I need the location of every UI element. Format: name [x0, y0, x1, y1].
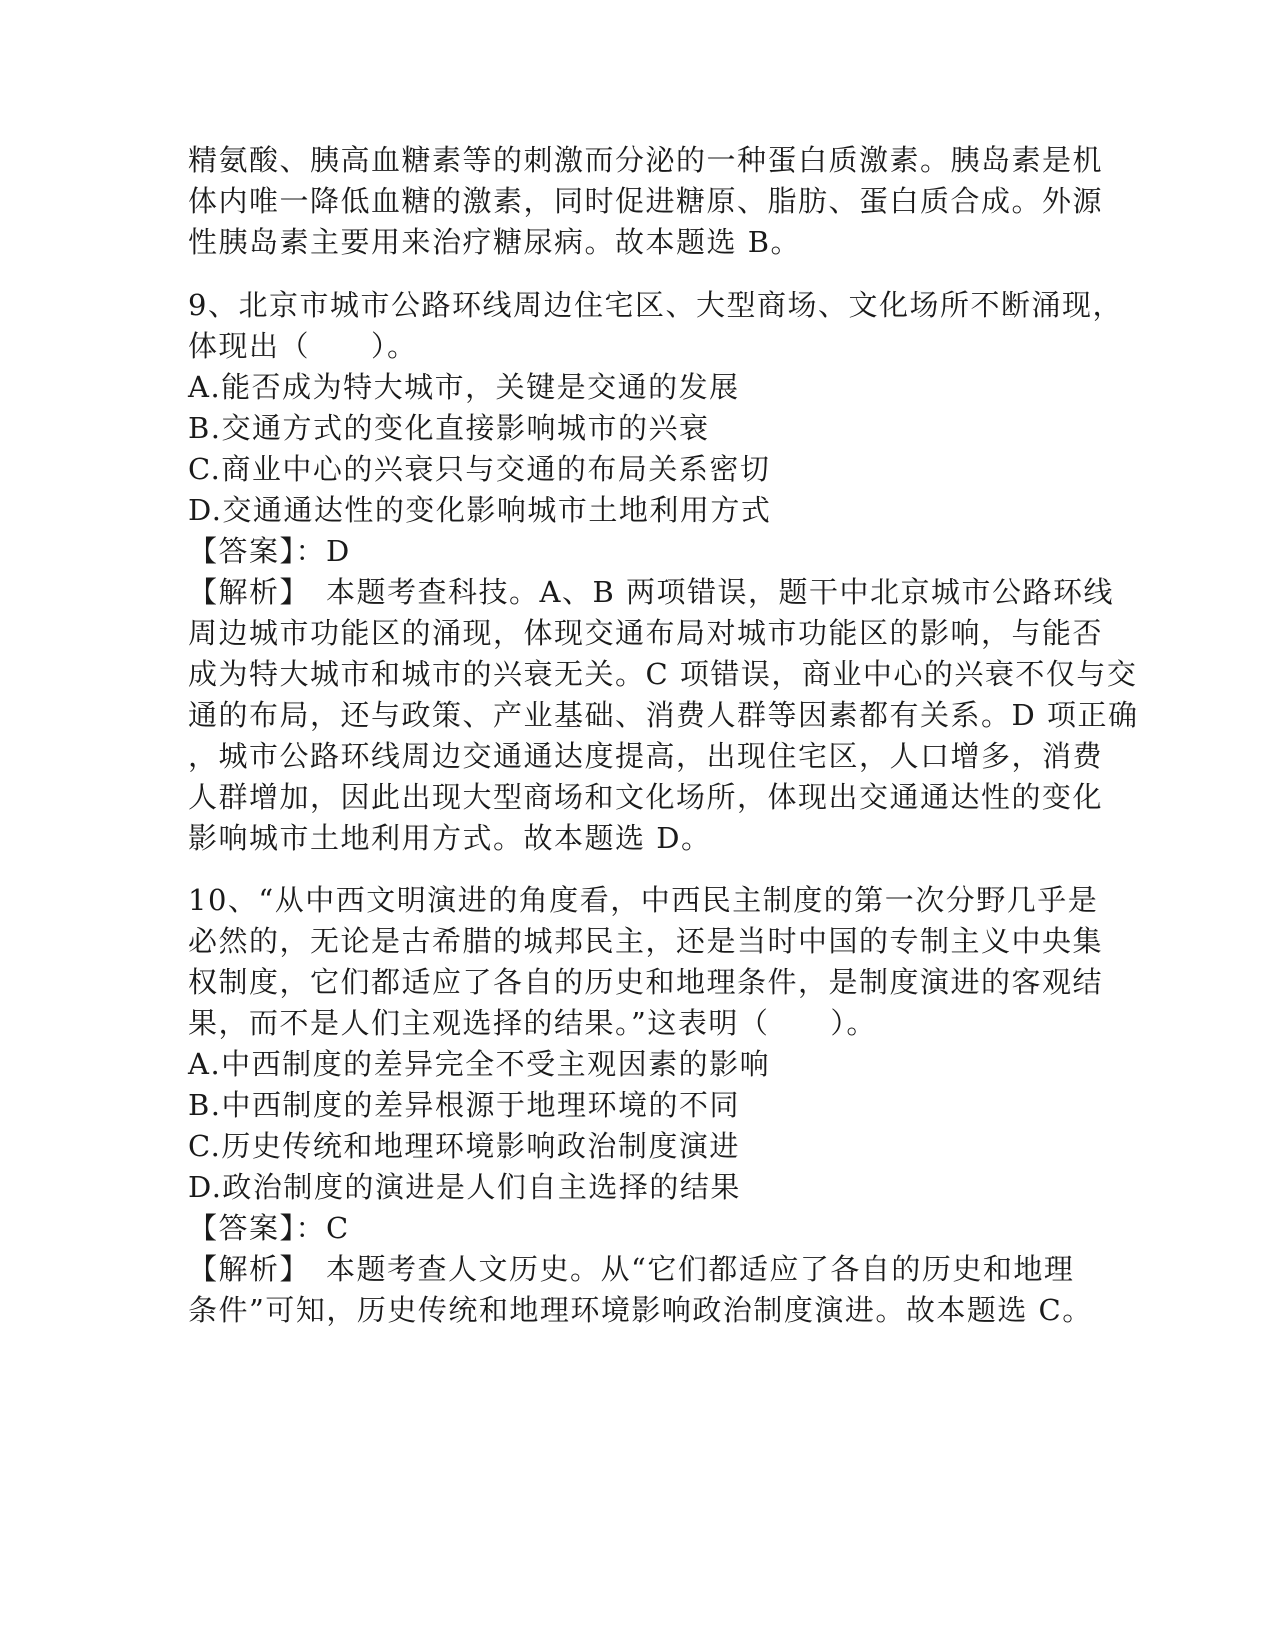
question-9-analysis-line: 通的布局，还与政策、产业基础、消费人群等因素都有关系。D 项正确 [188, 698, 1139, 732]
question-10-option-b: B.中西制度的差异根源于地理环境的不同 [188, 1088, 741, 1122]
question-9-analysis-line: 周边城市功能区的涌现，体现交通布局对城市功能区的影响，与能否 [188, 616, 1104, 650]
question-9-option-b: B.交通方式的变化直接影响城市的兴衰 [188, 411, 710, 445]
question-10-option-d: D.政治制度的演进是人们自主选择的结果 [188, 1170, 741, 1204]
question-10-stem-line: 必然的，无论是古希腊的城邦民主，还是当时中国的专制主义中央集 [188, 924, 1104, 958]
question-9-analysis-line: ，城市公路环线周边交通通达度提高，出现住宅区，人口增多，消费 [188, 739, 1104, 773]
question-10-option-c: C.历史传统和地理环境影响政治制度演进 [188, 1129, 740, 1163]
question-10-analysis-line: 【解析】 本题考查人文历史。从“它们都适应了各自的历史和地理 [188, 1252, 1075, 1286]
question-9-stem-line: 9、北京市城市公路环线周边住宅区、大型商场、文化场所不断涌现， [188, 288, 1123, 322]
question-9-option-a: A.能否成为特大城市，关键是交通的发展 [188, 370, 740, 404]
question-10-answer: 【答案】：C [188, 1211, 350, 1245]
question-9-option-d: D.交通通达性的变化影响城市土地利用方式 [188, 493, 772, 527]
question-10-stem-line: 10、“从中西文明演进的角度看，中西民主制度的第一次分野几乎是 [188, 883, 1099, 917]
question-9-stem-line: 体现出（ ）。 [188, 329, 418, 363]
question-9-option-c: C.商业中心的兴衰只与交通的布局关系密切 [188, 452, 771, 486]
prev-explanation-line: 体内唯一降低血糖的激素，同时促进糖原、脂肪、蛋白质合成。外源 [188, 184, 1104, 218]
question-10-stem-line: 果，而不是人们主观选择的结果。”这表明（ ）。 [188, 1006, 877, 1040]
prev-explanation-line: 精氨酸、胰高血糖素等的刺激而分泌的一种蛋白质激素。胰岛素是机 [188, 143, 1104, 177]
prev-explanation-line: 性胰岛素主要用来治疗糖尿病。故本题选 B。 [188, 225, 802, 259]
question-10-option-a: A.中西制度的差异完全不受主观因素的影响 [188, 1047, 771, 1081]
question-10-analysis-line: 条件”可知，历史传统和地理环境影响政治制度演进。故本题选 C。 [188, 1293, 1093, 1327]
question-9-analysis-line: 影响城市土地利用方式。故本题选 D。 [188, 821, 712, 855]
question-10-stem-line: 权制度，它们都适应了各自的历史和地理条件，是制度演进的客观结 [188, 965, 1104, 999]
question-9-answer: 【答案】：D [188, 534, 351, 568]
question-9-analysis-line: 【解析】 本题考查科技。A、B 两项错误，题干中北京城市公路环线 [188, 575, 1114, 609]
question-9-analysis-line: 成为特大城市和城市的兴衰无关。C 项错误，商业中心的兴衰不仅与交 [188, 657, 1138, 691]
question-9-analysis-line: 人群增加，因此出现大型商场和文化场所，体现出交通通达性的变化 [188, 780, 1104, 814]
